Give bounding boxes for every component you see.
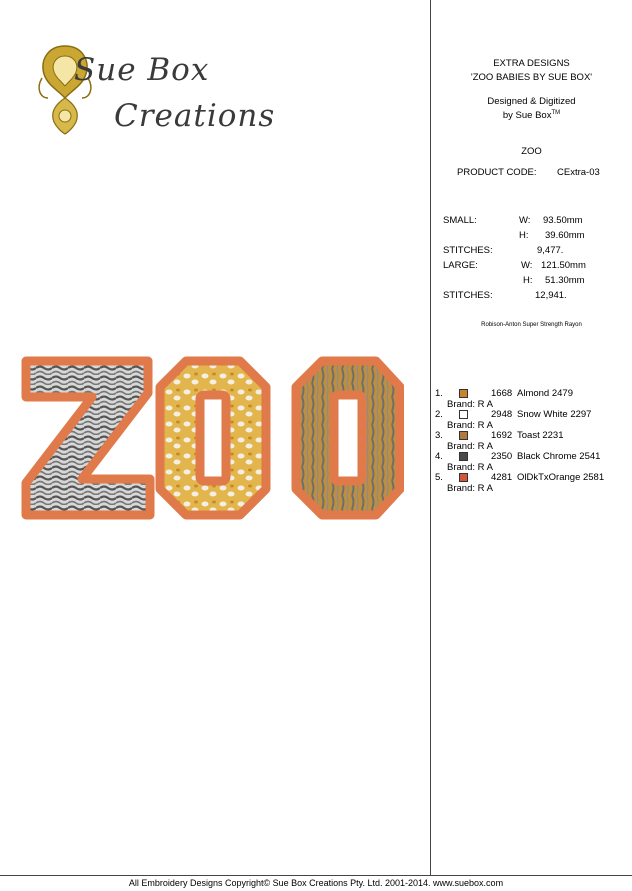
thread-code: 1692 <box>491 430 513 441</box>
thread-name: Almond 2479 <box>517 388 573 399</box>
small-width: 93.50mm <box>543 215 583 226</box>
thread-color-swatch <box>459 452 468 461</box>
thread-row <box>435 430 630 452</box>
thread-color-swatch <box>459 410 468 419</box>
trademark-mark: TM <box>551 110 561 116</box>
designer-name: by Sue Box <box>502 110 552 122</box>
thread-brand-label: Brand: R A <box>447 420 493 431</box>
thread-index: 4. <box>435 451 443 462</box>
designed-label: Designed & Digitized <box>487 96 576 107</box>
small-stitches: 9,477. <box>537 245 564 256</box>
thread-row <box>435 472 630 494</box>
footer-divider <box>0 875 632 876</box>
thread-row <box>435 388 630 410</box>
product-code: CExtra-03 <box>557 167 600 178</box>
thread-index: 5. <box>435 472 443 483</box>
header-line2: 'ZOO BABIES BY SUE BOX' <box>470 72 593 83</box>
large-stitches-label: STITCHES: <box>443 290 493 301</box>
thread-brand-label: Brand: R A <box>447 399 493 410</box>
thread-brand-label: Brand: R A <box>447 462 493 473</box>
thread-brand-label: Brand: R A <box>447 441 493 452</box>
large-height: 51.30mm <box>545 275 585 286</box>
large-height-key: H: <box>523 275 533 286</box>
thread-index: 3. <box>435 430 443 441</box>
thread-color-swatch <box>459 389 468 398</box>
header-line1: EXTRA DESIGNS <box>493 58 570 69</box>
small-height-key: H: <box>519 230 529 241</box>
thread-code: 2948 <box>491 409 513 420</box>
thread-code: 4281 <box>491 472 513 483</box>
thread-index: 1. <box>435 388 443 399</box>
vertical-divider <box>430 0 431 875</box>
thread-code: 1668 <box>491 388 513 399</box>
large-size-label: LARGE: <box>443 260 478 271</box>
thread-name: Snow White 2297 <box>517 409 592 420</box>
thread-name: Toast 2231 <box>517 430 564 441</box>
thread-color-swatch <box>459 431 468 440</box>
logo-text-line2: Creations <box>114 98 276 134</box>
product-code-label: PRODUCT CODE: <box>457 167 537 178</box>
large-stitches: 12,941. <box>535 290 567 301</box>
large-width: 121.50mm <box>541 260 586 271</box>
small-height: 39.60mm <box>545 230 585 241</box>
designer-credit <box>431 110 632 121</box>
zoo-embroidery-artwork <box>20 355 404 525</box>
thread-index: 2. <box>435 409 443 420</box>
design-name: ZOO <box>521 146 542 157</box>
thread-code: 2350 <box>491 451 513 462</box>
thread-row <box>435 451 630 473</box>
thread-color-swatch <box>459 473 468 482</box>
thread-row <box>435 409 630 431</box>
thread-name: Black Chrome 2541 <box>517 451 601 462</box>
brand-logo <box>28 30 288 150</box>
small-width-key: W: <box>519 215 531 226</box>
thread-name: OlDkTxOrange 2581 <box>517 472 605 483</box>
small-stitches-label: STITCHES: <box>443 245 493 256</box>
thread-brand: Robison-Anton Super Strength Rayon <box>481 322 582 328</box>
small-size-label: SMALL: <box>443 215 477 226</box>
thread-brand-label: Brand: R A <box>447 483 493 494</box>
logo-text-line1: Sue Box <box>74 52 210 88</box>
copyright-footer: All Embroidery Designs Copyright© Sue Box Creations Pty. Ltd. 2001-2014. www.suebox.com <box>128 878 504 888</box>
large-width-key: W: <box>521 260 533 271</box>
